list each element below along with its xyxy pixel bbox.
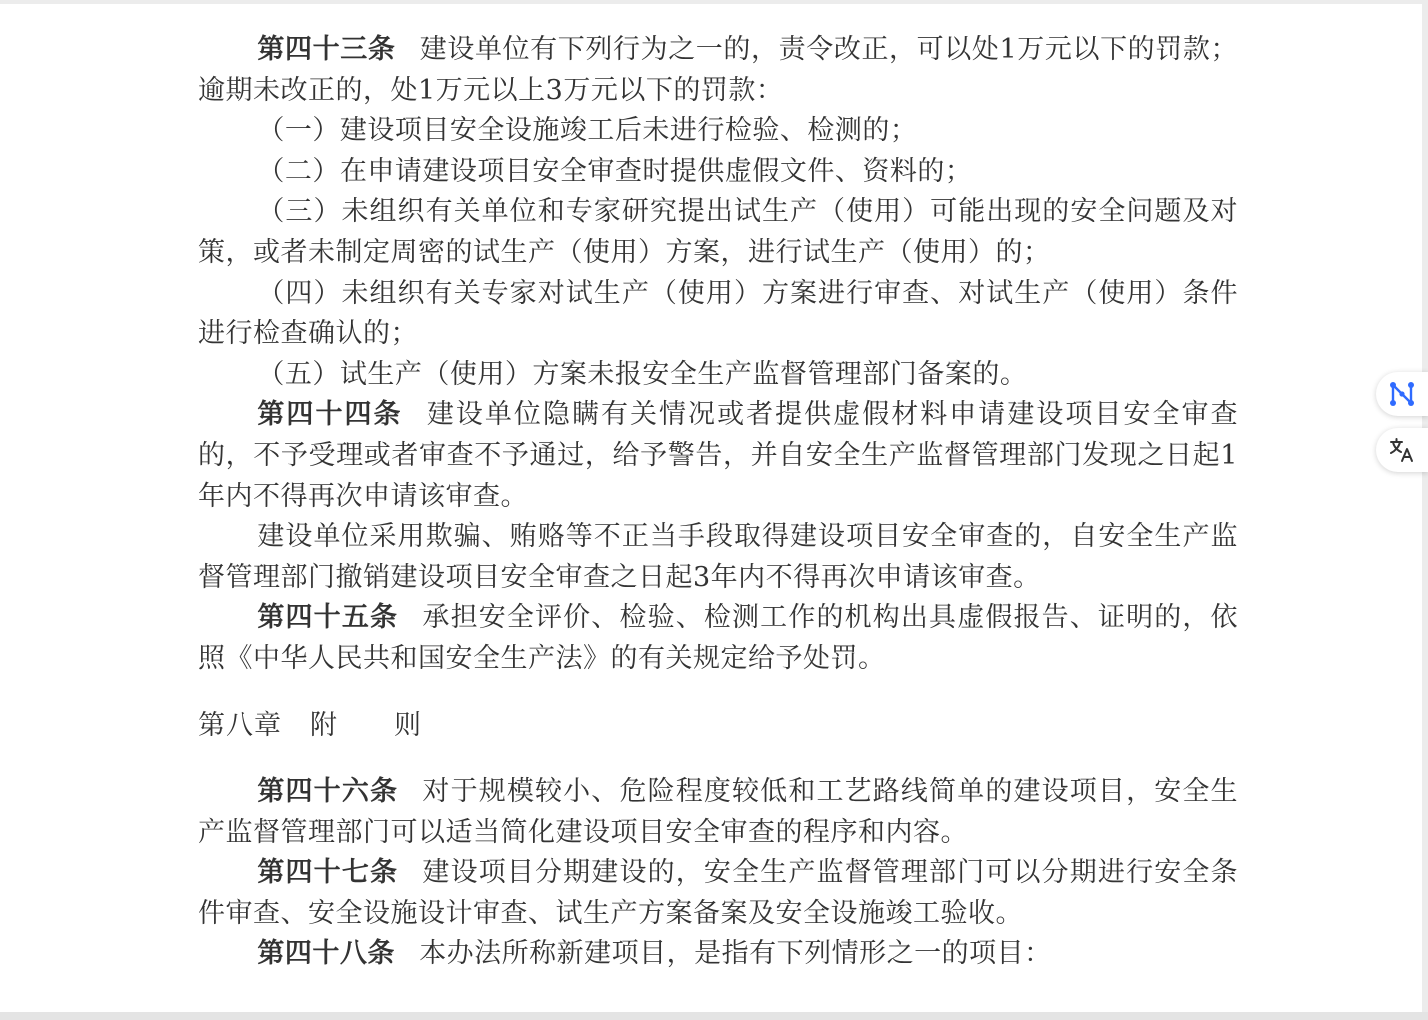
translate-button[interactable] (1376, 428, 1428, 472)
article-title: 第四十七条 (257, 857, 399, 889)
article-text: 建设单位隐瞒有关情况或者提供虚假材料申请建设项目安全审查的，不予受理或者审查不予通过，给予警告，并自安全生产监督管理部门发现之日起1年内不得再次申请该审查。 (198, 399, 1239, 512)
side-toolbar (1372, 372, 1428, 484)
article-43-item-3: （三）未组织有关单位和专家研究提出试生产（使用）可能出现的安全问题及对策，或者未制定周密的试生产（使用）方案，进行试生产（使用）的； (198, 196, 1238, 268)
article-44-paragraph-2: 建设单位采用欺骗、贿赂等不正当手段取得建设项目安全审查的，自安全生产监督管理部门撤销建设项目安全审查之日起3年内不得再次申请该审查。 (198, 521, 1238, 593)
document-page (0, 4, 1422, 1012)
article-47 (198, 853, 1238, 934)
article-43 (198, 30, 1238, 111)
article-text: 承担安全评价、检验、检测工作的机构出具虚假报告、证明的，依照《中华人民共和国安全生产法》的有关规定给予处罚。 (198, 602, 1239, 674)
article-text: 对于规模较小、危险程度较低和工艺路线简单的建设项目，安全生产监督管理部门可以适当简化建设项目安全审查的程序和内容。 (198, 776, 1239, 848)
article-title: 第四十三条 (257, 34, 396, 65)
article-45 (198, 598, 1238, 679)
article-43-item-4: （四）未组织有关专家对试生产（使用）方案进行审查、对试生产（使用）条件进行检查确认的； (198, 277, 1238, 350)
article-43-item-2: （二）在申请建设项目安全审查时提供虚假文件、资料的； (257, 155, 973, 187)
article-text: 建设单位有下列行为之一的，责令改正，可以处1万元以下的罚款；逾期未改正的，处1万元以上3万元以下的罚款： (198, 34, 1239, 106)
ai-assistant-button[interactable] (1376, 372, 1428, 416)
translate-icon (1389, 437, 1415, 463)
article-title: 第四十八条 (257, 938, 395, 970)
article-text: 建设项目分期建设的，安全生产监督管理部门可以分期进行安全条件审查、安全设施设计审查、试生产方案备案及安全设施竣工验收。 (198, 857, 1239, 929)
article-44 (198, 395, 1238, 517)
bottom-scroll-area (0, 1012, 1428, 1020)
ai-assistant-icon (1388, 380, 1416, 408)
article-title: 第四十四条 (257, 399, 403, 431)
article-43-item-5: （五）试生产（使用）方案未报安全生产监督管理部门备案的。 (257, 358, 1028, 390)
document-content (198, 30, 1238, 975)
article-48 (198, 934, 1238, 975)
article-title: 第四十六条 (257, 776, 399, 808)
article-46 (198, 772, 1238, 853)
article-43-item-1: （一）建设项目安全设施竣工后未进行检验、检测的； (257, 115, 918, 147)
article-title: 第四十五条 (257, 602, 399, 634)
chapter-heading: 第八章 附 则 (198, 709, 422, 741)
article-text: 本办法所称新建项目，是指有下列情形之一的项目： (419, 938, 1052, 970)
